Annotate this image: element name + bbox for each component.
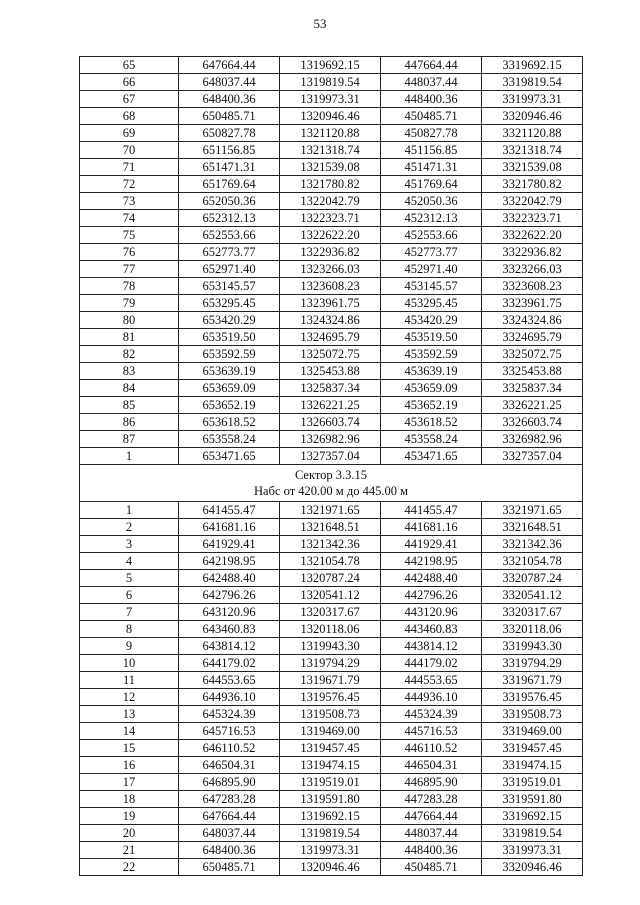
sector-height-range: Набс от 420.00 м до 445.00 м [254,484,408,498]
point-number-cell: 1 [80,502,179,519]
coordinate-cell: 453659.09 [381,380,482,397]
point-number-cell: 2 [80,519,179,536]
coordinate-cell: 3319819.54 [482,74,583,91]
coordinate-cell: 1326603.74 [280,414,381,431]
coordinate-cell: 3320541.12 [482,587,583,604]
point-number-cell: 77 [80,261,179,278]
point-number-cell: 22 [80,859,179,876]
coordinate-cell: 648037.44 [179,74,280,91]
table-section-2 [80,502,583,876]
coordinate-cell: 442488.40 [381,570,482,587]
coordinate-cell: 642488.40 [179,570,280,587]
coordinate-cell: 1325453.88 [280,363,381,380]
table-row [80,621,583,638]
point-number-cell: 16 [80,757,179,774]
coordinate-cell: 442796.26 [381,587,482,604]
coordinate-cell: 1322042.79 [280,193,381,210]
coordinate-cell: 1320118.06 [280,621,381,638]
table-row [80,74,583,91]
coordinate-cell: 1319519.01 [280,774,381,791]
coordinate-cell: 1323266.03 [280,261,381,278]
coordinate-cell: 1319973.31 [280,91,381,108]
table-row [80,723,583,740]
table-row [80,227,583,244]
coordinate-cell: 453471.65 [381,448,482,465]
coordinate-cell: 652312.13 [179,210,280,227]
table-row [80,570,583,587]
coordinate-cell: 450485.71 [381,859,482,876]
coordinate-cell: 3319469.00 [482,723,583,740]
table-row [80,210,583,227]
point-number-cell: 82 [80,346,179,363]
coordinate-cell: 653420.29 [179,312,280,329]
coordinate-cell: 3319519.01 [482,774,583,791]
coordinate-cell: 3324324.86 [482,312,583,329]
point-number-cell: 67 [80,91,179,108]
coordinate-cell: 446110.52 [381,740,482,757]
point-number-cell: 17 [80,774,179,791]
coordinate-cell: 1319671.79 [280,672,381,689]
point-number-cell: 7 [80,604,179,621]
coordinate-cell: 1320787.24 [280,570,381,587]
point-number-cell: 66 [80,74,179,91]
table-row [80,519,583,536]
coordinate-cell: 645324.39 [179,706,280,723]
coordinate-cell: 3319508.73 [482,706,583,723]
coordinate-cell: 3327357.04 [482,448,583,465]
coordinate-cell: 1319692.15 [280,808,381,825]
coordinate-cell: 441455.47 [381,502,482,519]
coordinate-cell: 3321648.51 [482,519,583,536]
coordinate-cell: 653471.65 [179,448,280,465]
table-row [80,244,583,261]
coordinate-cell: 653592.59 [179,346,280,363]
coordinate-cell: 452773.77 [381,244,482,261]
coordinate-cell: 651156.85 [179,142,280,159]
point-number-cell: 14 [80,723,179,740]
coordinate-cell: 453519.50 [381,329,482,346]
coordinate-cell: 3320946.46 [482,859,583,876]
coordinate-cell: 1322323.71 [280,210,381,227]
point-number-cell: 69 [80,125,179,142]
coordinate-cell: 1321971.65 [280,502,381,519]
coordinate-cell: 1319794.29 [280,655,381,672]
point-number-cell: 13 [80,706,179,723]
coordinate-cell: 651471.31 [179,159,280,176]
coordinate-cell: 453652.19 [381,397,482,414]
coordinate-cell: 444936.10 [381,689,482,706]
coordinate-cell: 650827.78 [179,125,280,142]
table-row [80,448,583,465]
coordinate-cell: 648037.44 [179,825,280,842]
coordinate-cell: 653145.57 [179,278,280,295]
table-row [80,91,583,108]
table-row [80,193,583,210]
point-number-cell: 79 [80,295,179,312]
sector-title: Сектор 3.3.15 [294,468,368,482]
coordinate-cell: 653519.50 [179,329,280,346]
point-number-cell: 84 [80,380,179,397]
table-row [80,740,583,757]
coordinate-cell: 646504.31 [179,757,280,774]
sector-header-section [80,465,583,502]
coordinate-cell: 3321054.78 [482,553,583,570]
coordinate-cell: 647283.28 [179,791,280,808]
coordinate-cell: 1324324.86 [280,312,381,329]
coordinate-cell: 1319819.54 [280,825,381,842]
coordinate-cell: 1321648.51 [280,519,381,536]
coordinate-cell: 3322622.20 [482,227,583,244]
coordinate-cell: 447664.44 [381,808,482,825]
coordinate-cell: 1319469.00 [280,723,381,740]
table-row [80,125,583,142]
coordinate-cell: 1319943.30 [280,638,381,655]
coordinate-cell: 444553.65 [381,672,482,689]
point-number-cell: 9 [80,638,179,655]
point-number-cell: 5 [80,570,179,587]
coordinate-cell: 647664.44 [179,57,280,74]
point-number-cell: 86 [80,414,179,431]
table-row [80,604,583,621]
coordinate-cell: 448400.36 [381,842,482,859]
table-row [80,363,583,380]
coordinate-cell: 446504.31 [381,757,482,774]
coordinate-cell: 3323608.23 [482,278,583,295]
coordinate-cell: 1319474.15 [280,757,381,774]
coordinate-cell: 653558.24 [179,431,280,448]
coordinate-cell: 445324.39 [381,706,482,723]
coordinate-cell: 3320787.24 [482,570,583,587]
coordinate-cell: 3325072.75 [482,346,583,363]
coordinate-cell: 1323608.23 [280,278,381,295]
point-number-cell: 85 [80,397,179,414]
coordinate-cell: 653618.52 [179,414,280,431]
table-row [80,142,583,159]
coordinate-cell: 1322622.20 [280,227,381,244]
coordinate-cell: 3325837.34 [482,380,583,397]
table-row [80,502,583,519]
coordinate-cell: 3323961.75 [482,295,583,312]
coordinate-cell: 648400.36 [179,91,280,108]
table-row [80,553,583,570]
coordinate-cell: 1320946.46 [280,859,381,876]
coordinate-cell: 451471.31 [381,159,482,176]
coordinate-cell: 453618.52 [381,414,482,431]
point-number-cell: 68 [80,108,179,125]
coordinate-cell: 1319508.73 [280,706,381,723]
coordinate-cell: 3319576.45 [482,689,583,706]
table-row [80,808,583,825]
coordinate-cell: 3319943.30 [482,638,583,655]
table-row [80,176,583,193]
coordinate-cell: 445716.53 [381,723,482,740]
table-row [80,329,583,346]
coordinate-cell: 3322042.79 [482,193,583,210]
table-row [80,397,583,414]
coordinate-cell: 453639.19 [381,363,482,380]
table-row [80,774,583,791]
table-row [80,380,583,397]
table-row [80,587,583,604]
point-number-cell: 73 [80,193,179,210]
point-number-cell: 1 [80,448,179,465]
coordinate-cell: 1319692.15 [280,57,381,74]
table-row [80,278,583,295]
coordinate-cell: 3320317.67 [482,604,583,621]
coordinate-cell: 3321780.82 [482,176,583,193]
coordinates-table [79,56,583,876]
table-row [80,536,583,553]
point-number-cell: 11 [80,672,179,689]
point-number-cell: 80 [80,312,179,329]
table-section-1 [80,57,583,465]
coordinate-cell: 452553.66 [381,227,482,244]
coordinate-cell: 3320118.06 [482,621,583,638]
coordinate-cell: 1321054.78 [280,553,381,570]
table-row [80,842,583,859]
table-row [80,638,583,655]
coordinate-cell: 3319692.15 [482,57,583,74]
coordinate-cell: 644553.65 [179,672,280,689]
coordinate-cell: 442198.95 [381,553,482,570]
coordinate-cell: 3319671.79 [482,672,583,689]
coordinate-cell: 643460.83 [179,621,280,638]
point-number-cell: 6 [80,587,179,604]
coordinate-cell: 652553.66 [179,227,280,244]
coordinate-cell: 1321318.74 [280,142,381,159]
coordinate-cell: 453420.29 [381,312,482,329]
coordinate-cell: 646110.52 [179,740,280,757]
coordinate-cell: 3326221.25 [482,397,583,414]
coordinate-cell: 3319591.80 [482,791,583,808]
coordinate-cell: 643814.12 [179,638,280,655]
coordinate-cell: 653659.09 [179,380,280,397]
coordinate-cell: 1320317.67 [280,604,381,621]
coordinate-cell: 441929.41 [381,536,482,553]
point-number-cell: 87 [80,431,179,448]
coordinate-cell: 652050.36 [179,193,280,210]
point-number-cell: 65 [80,57,179,74]
coordinate-cell: 653639.19 [179,363,280,380]
table-row [80,689,583,706]
coordinate-cell: 1319591.80 [280,791,381,808]
coordinate-cell: 642796.26 [179,587,280,604]
table-row [80,57,583,74]
coordinate-cell: 1320541.12 [280,587,381,604]
coordinate-cell: 1319819.54 [280,74,381,91]
coordinate-cell: 642198.95 [179,553,280,570]
coordinate-cell: 448037.44 [381,74,482,91]
coordinate-cell: 652773.77 [179,244,280,261]
sector-header-cell [80,465,583,502]
coordinate-cell: 3322936.82 [482,244,583,261]
coordinate-cell: 3319973.31 [482,91,583,108]
coordinate-cell: 443460.83 [381,621,482,638]
coordinate-cell: 643120.96 [179,604,280,621]
coordinate-cell: 1319576.45 [280,689,381,706]
coordinate-cell: 447283.28 [381,791,482,808]
coordinate-cell: 644179.02 [179,655,280,672]
table-row [80,431,583,448]
table-row [80,108,583,125]
coordinate-cell: 3319457.45 [482,740,583,757]
coordinate-cell: 453558.24 [381,431,482,448]
point-number-cell: 83 [80,363,179,380]
table-row [80,295,583,312]
sector-header-row [80,465,583,502]
coordinate-cell: 451156.85 [381,142,482,159]
point-number-cell: 8 [80,621,179,638]
coordinate-cell: 450485.71 [381,108,482,125]
coordinate-cell: 650485.71 [179,859,280,876]
coordinate-cell: 3321318.74 [482,142,583,159]
coordinate-cell: 652971.40 [179,261,280,278]
coordinate-cell: 651769.64 [179,176,280,193]
table-row [80,312,583,329]
point-number-cell: 21 [80,842,179,859]
coordinate-cell: 452312.13 [381,210,482,227]
coordinate-cell: 641929.41 [179,536,280,553]
coordinate-cell: 1325837.34 [280,380,381,397]
point-number-cell: 15 [80,740,179,757]
table-row [80,414,583,431]
coordinate-cell: 3325453.88 [482,363,583,380]
coordinate-cell: 3323266.03 [482,261,583,278]
coordinate-cell: 3321971.65 [482,502,583,519]
table-row [80,346,583,363]
point-number-cell: 70 [80,142,179,159]
point-number-cell: 10 [80,655,179,672]
coordinate-cell: 3321539.08 [482,159,583,176]
point-number-cell: 71 [80,159,179,176]
table-row [80,859,583,876]
coordinate-cell: 452971.40 [381,261,482,278]
coordinate-cell: 3326982.96 [482,431,583,448]
coordinate-cell: 1319457.45 [280,740,381,757]
table-row [80,757,583,774]
coordinate-cell: 1326982.96 [280,431,381,448]
coordinate-cell: 648400.36 [179,842,280,859]
coordinate-cell: 441681.16 [381,519,482,536]
coordinate-cell: 453295.45 [381,295,482,312]
coordinate-cell: 3319692.15 [482,808,583,825]
coordinate-cell: 450827.78 [381,125,482,142]
point-number-cell: 72 [80,176,179,193]
coordinate-cell: 645716.53 [179,723,280,740]
coordinate-cell: 453145.57 [381,278,482,295]
coordinate-cell: 650485.71 [179,108,280,125]
coordinate-cell: 1322936.82 [280,244,381,261]
page-number: 53 [313,16,327,31]
coordinate-cell: 641455.47 [179,502,280,519]
coordinate-cell: 446895.90 [381,774,482,791]
coordinate-cell: 1321120.88 [280,125,381,142]
coordinate-cell: 3321342.36 [482,536,583,553]
table-row [80,655,583,672]
coordinate-cell: 447664.44 [381,57,482,74]
point-number-cell: 20 [80,825,179,842]
point-number-cell: 19 [80,808,179,825]
coordinate-cell: 3319819.54 [482,825,583,842]
coordinate-cell: 1321539.08 [280,159,381,176]
coordinate-cell: 453592.59 [381,346,482,363]
coordinate-cell: 444179.02 [381,655,482,672]
point-number-cell: 12 [80,689,179,706]
coordinate-cell: 1326221.25 [280,397,381,414]
table-row [80,672,583,689]
coordinate-cell: 443814.12 [381,638,482,655]
table-row [80,159,583,176]
coordinate-cell: 653652.19 [179,397,280,414]
point-number-cell: 75 [80,227,179,244]
point-number-cell: 74 [80,210,179,227]
coordinate-cell: 448037.44 [381,825,482,842]
table-row [80,791,583,808]
coordinate-cell: 3319973.31 [482,842,583,859]
coordinate-cell: 1321780.82 [280,176,381,193]
table-row [80,261,583,278]
coordinate-cell: 1324695.79 [280,329,381,346]
coordinate-cell: 3319794.29 [482,655,583,672]
point-number-cell: 78 [80,278,179,295]
coordinate-cell: 1325072.75 [280,346,381,363]
coordinate-cell: 653295.45 [179,295,280,312]
coordinate-cell: 1320946.46 [280,108,381,125]
coordinate-cell: 3326603.74 [482,414,583,431]
coordinate-cell: 3319474.15 [482,757,583,774]
coordinate-cell: 644936.10 [179,689,280,706]
coordinate-cell: 641681.16 [179,519,280,536]
coordinate-cell: 3322323.71 [482,210,583,227]
point-number-cell: 81 [80,329,179,346]
coordinate-cell: 1321342.36 [280,536,381,553]
coordinate-cell: 3324695.79 [482,329,583,346]
coordinate-cell: 3321120.88 [482,125,583,142]
coordinate-cell: 1323961.75 [280,295,381,312]
table-row [80,825,583,842]
coordinate-cell: 1319973.31 [280,842,381,859]
coordinate-cell: 646895.90 [179,774,280,791]
point-number-cell: 18 [80,791,179,808]
coordinate-cell: 1327357.04 [280,448,381,465]
point-number-cell: 76 [80,244,179,261]
coordinate-cell: 452050.36 [381,193,482,210]
coordinate-cell: 3320946.46 [482,108,583,125]
coordinate-cell: 443120.96 [381,604,482,621]
coordinate-cell: 647664.44 [179,808,280,825]
point-number-cell: 3 [80,536,179,553]
coordinate-cell: 451769.64 [381,176,482,193]
table-row [80,706,583,723]
coordinate-cell: 448400.36 [381,91,482,108]
point-number-cell: 4 [80,553,179,570]
